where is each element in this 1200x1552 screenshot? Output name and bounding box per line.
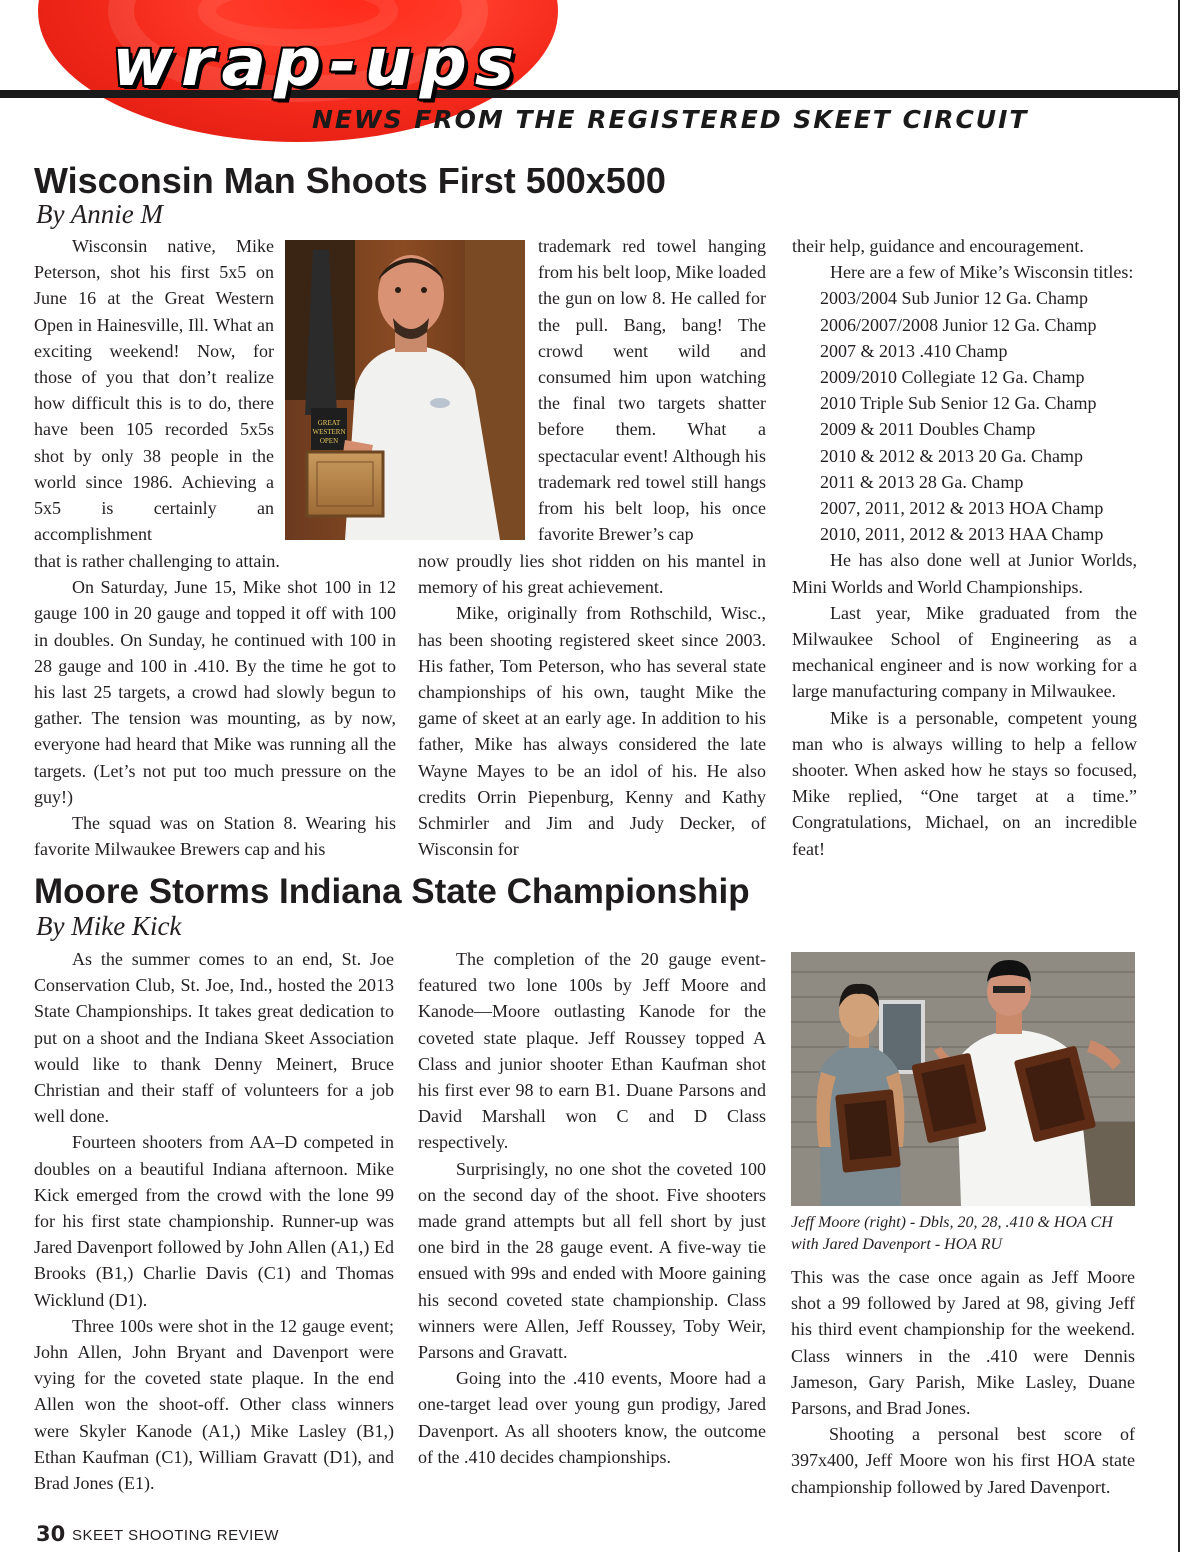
article1-byline: By Annie M <box>36 199 163 229</box>
article1-paragraph: now proudly lies shot ridden on his mantel in memory of his great achievement. <box>418 551 766 598</box>
article1-paragraph: that is rather challenging to attain. <box>34 551 280 571</box>
page-edge <box>1178 0 1200 1552</box>
photo-mike-peterson <box>285 240 525 540</box>
article1-paragraph: Mike, originally from Rothschild, Wisc., has been shooting registered skeet since 2003. His father, Tom Peterson, who has several state championships of his own, taught Mike the game of skeet at an early age. In addition to his father, Mike has always considered the late Wayne Mayes to be an idol of his. He also credits Orrin Piepenburg, Kenny and Kathy Schmirler and Jim and Judy Decker, of Wisconsin for <box>418 603 766 860</box>
title-item: 2007, 2011, 2012 & 2013 HOA Champ <box>820 498 1104 519</box>
article1-paragraph: Here are a few of Mike’s Wisconsin titles: <box>830 262 1134 283</box>
title-item: 2006/2007/2008 Junior 12 Ga. Champ <box>820 314 1097 335</box>
article2-paragraph: Fourteen shooters from AA–D competed in doubles on a beautiful Indiana afternoon. Mike Kick emerged from the crowd with the lone 99 for his first state championship. Runner-up was Jared Davenport followed by John Allen (A1,) Ed Brooks (B1,) Charlie Davis (C1) and Thomas Wicklund (D1). <box>34 1132 394 1310</box>
article2-paragraph: Three 100s were shot in the 12 gauge event; John Allen, John Bryant and Davenport were vying for the coveted state plaque. In the end Allen won the shoot-off. Other class winners were Skyler Kanode (A1,) Mike Lasley (B1,) Ethan Kaufman (C1), William Gravatt (D1), and Brad Jones (E1). <box>34 1315 394 1494</box>
article2-headline: Moore Storms Indiana State Championship <box>34 872 750 911</box>
article1-paragraph: Mike is a personable, competent young man who is always willing to help a fellow shooter. When asked how he stays so focused, Mike replied, “One target at a time.” Congratulations, Michael, on an incredible feat! <box>792 707 1137 859</box>
article1-column3 <box>792 233 1137 862</box>
title-item: 2010, 2011, 2012 & 2013 HAA Champ <box>820 524 1104 545</box>
article2-paragraph: Going into the .410 events, Moore had a one-target lead over young gun prodigy, Jared Davenport. As all shooters know, the outcome of the .410 decides championships. <box>418 1368 766 1467</box>
page-number: 30 <box>36 1522 66 1546</box>
article2-column2 <box>418 946 766 1470</box>
article2-paragraph: The completion of the 20 gauge event-featured two lone 100s by Jeff Moore and Kanode—Moore outlasting Kanode for the coveted state plaque. Jeff Roussey topped A Class and junior shooter Ethan Kaufman shot his first ever 98 to earn B1. Duane Parsons and David Marshall won C and D Class respectively. <box>418 949 766 1153</box>
magazine-name: SKEET SHOOTING REVIEW <box>72 1527 279 1544</box>
article2-column1 <box>34 946 394 1496</box>
title-item: 2011 & 2013 28 Ga. Champ <box>820 471 1024 492</box>
article1-paragraph: He has also done well at Junior Worlds, Mini Worlds and World Championships. <box>792 550 1137 597</box>
photo-moore-davenport <box>791 952 1135 1206</box>
article1-paragraph: Last year, Mike graduated from the Milwaukee School of Engineering as a mechanical engineer and is now working for a large manufacturing company in Milwaukee. <box>792 602 1137 702</box>
article1-paragraph: The squad was on Station 8. Wearing his favorite Milwaukee Brewers cap and his <box>34 813 396 860</box>
title-item: 2010 & 2012 & 2013 20 Ga. Champ <box>820 445 1083 466</box>
title-item: 2009 & 2011 Doubles Champ <box>820 419 1036 440</box>
article2-byline: By Mike Kick <box>36 911 182 941</box>
article1-column1-wrap <box>34 233 274 547</box>
article1-paragraph: trademark red towel hanging from his belt loop, Mike loaded the gun on low 8. He called for the pull. Bang, bang! The crowd went wild and consumed him upon watching the final two targets shatter before them. What a spectacular event! Although his trademark red towel still hangs from his belt loop, his once favorite Brewer’s cap <box>538 236 766 545</box>
svg-text:GREAT: GREAT <box>317 419 341 427</box>
wisconsin-titles-list <box>792 285 1137 547</box>
article2-paragraph: As the summer comes to an end, St. Joe Conservation Club, St. Joe, Ind., hosted the 2013 State Championships. It takes great dedication to put on a shoot and the Indiana Skeet Association would like to thank Denny Meinert, Bruce Christian and their staff of volunteers for a job well done. <box>34 949 394 1127</box>
photo-caption: Jeff Moore (right) - Dbls, 20, 28, .410 & HOA CH with Jared Davenport - HOA RU <box>791 1214 1113 1253</box>
article2-paragraph: Shooting a personal best score of 397x400, Jeff Moore won his first HOA state championship followed by Jared Davenport. <box>791 1424 1135 1497</box>
article1-column2 <box>418 548 766 862</box>
article1-paragraph: On Saturday, June 15, Mike shot 100 in 12 gauge 100 in 20 gauge and topped it off with 100 in doubles. On Sunday, he continued with 100 in 28 gauge and 100 in .410. By the time he got to his last 25 targets, a crowd had slowly begun to gather. The tension was mounting, as by now, everyone had heard that Mike was running all the targets. (Let’s not put too much pressure on the guy!) <box>34 577 396 807</box>
title-item: 2009/2010 Collegiate 12 Ga. Champ <box>820 367 1085 388</box>
article1-paragraph: their help, guidance and encouragement. <box>792 236 1084 256</box>
photo-mike-peterson-image <box>285 240 525 540</box>
section-logo: wrap-ups <box>112 24 523 101</box>
article1-paragraph: Wisconsin native, Mike Peterson, shot his first 5x5 on June 16 at the Great Western Open in Hainesville, Ill. What an exciting weekend! Now, for those of you that don’t realize how difficult this is to do, there have been 105 recorded 5x5s shot by only 38 people in the world since 1986. Achieving a 5x5 is certainly an accomplishment <box>34 236 274 545</box>
article1-column1 <box>34 548 396 862</box>
svg-text:OPEN: OPEN <box>319 437 339 445</box>
article1-column2-wrap <box>538 233 766 547</box>
svg-text:WESTERN: WESTERN <box>312 428 346 436</box>
title-item: 2010 Triple Sub Senior 12 Ga. Champ <box>820 393 1097 414</box>
photo-moore-davenport-image <box>791 952 1135 1206</box>
title-item: 2003/2004 Sub Junior 12 Ga. Champ <box>820 288 1088 309</box>
article1-headline: Wisconsin Man Shoots First 500x500 <box>34 160 666 201</box>
title-item: 2007 & 2013 .410 Champ <box>820 340 1008 361</box>
article2-paragraph: Surprisingly, no one shot the coveted 100 on the second day of the shoot. Five shooters made grand attempts but all fell short by just one bird in the 28 gauge event. A five-way tie ensued with 99s and ended with Moore gaining his second coveted state championship. Class winners were Allen, Jeff Roussey, Toby Weir, Parsons and Gravatt. <box>418 1158 766 1363</box>
section-tagline: NEWS FROM THE REGISTERED SKEET CIRCUIT <box>312 105 1029 134</box>
article2-column3 <box>791 1264 1135 1500</box>
article2-paragraph: This was the case once again as Jeff Moore shot a 99 followed by Jared at 98, giving Jeff his third event championship for the weekend. Class winners in the .410 were Dennis Jameson, Gary Parish, Mike Lasley, Duane Parsons, and Brad Jones. <box>791 1267 1135 1419</box>
